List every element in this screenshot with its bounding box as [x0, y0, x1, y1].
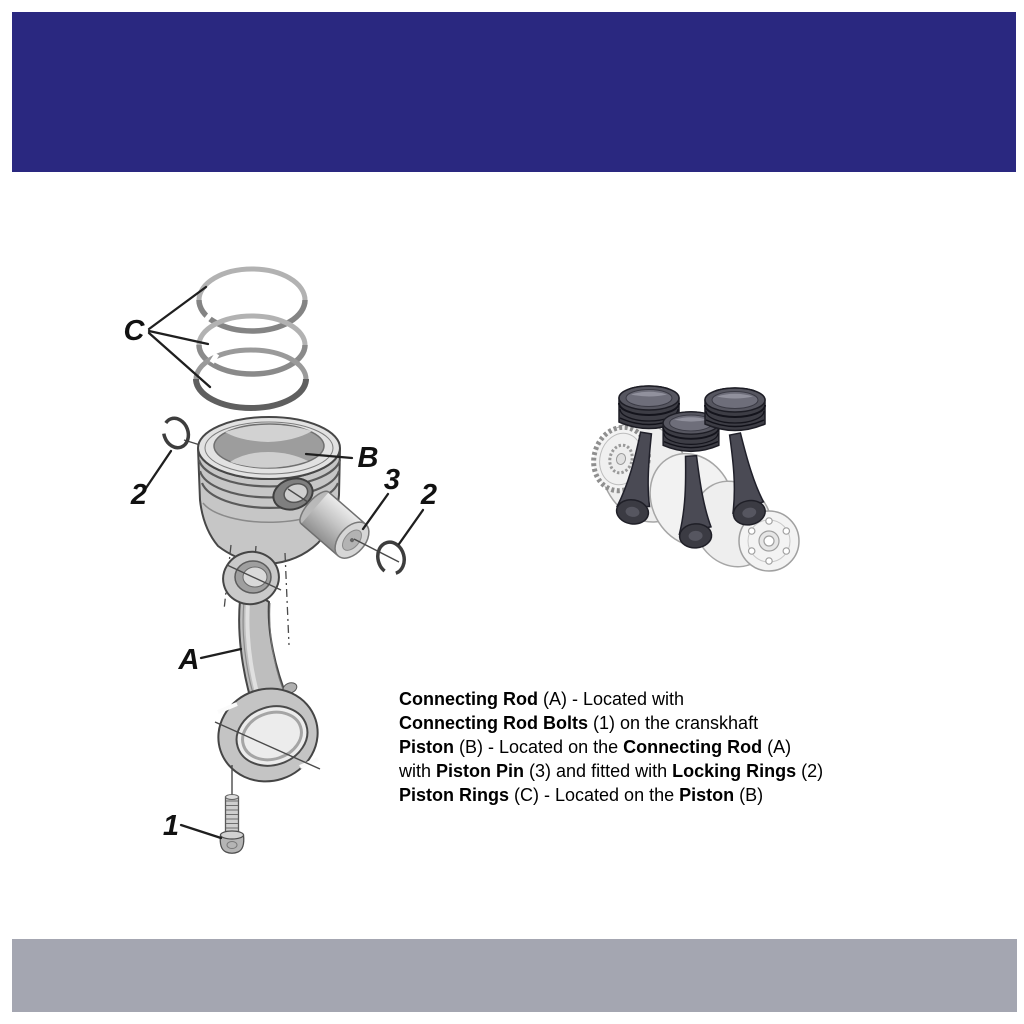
rod-bolt-figure: [220, 795, 244, 854]
label-connecting-rod: [178, 644, 241, 676]
crankshaft-assembly-figure: [584, 386, 799, 581]
piston-rings-figure: [196, 269, 306, 408]
connecting-rod-figure: [206, 546, 330, 797]
label-piston-pin-text: 3: [383, 464, 401, 496]
desc-text: (1) on the cranskhaft: [587, 713, 759, 733]
desc-text: Piston Rings: [399, 785, 510, 805]
desc-text: Connecting Rod Bolts: [399, 713, 588, 733]
desc-text: (2): [796, 761, 824, 781]
desc-text: (C) - Located on the: [509, 785, 680, 805]
desc-text: Locking Rings: [672, 761, 797, 781]
desc-text: (3) and fitted with: [524, 761, 673, 781]
label-locking-ring-left-text: 2: [130, 479, 148, 511]
description-line-1: [399, 687, 999, 711]
desc-text: (A): [762, 737, 792, 757]
piston-figure: [198, 417, 340, 564]
label-locking-ring-right: [399, 479, 437, 544]
label-piston-rings-text: C: [123, 315, 145, 347]
desc-text: Connecting Rod: [399, 689, 538, 709]
desc-text: Piston: [399, 737, 455, 757]
crank-piston-3: [705, 388, 765, 431]
label-piston-text: B: [357, 442, 379, 474]
label-locking-ring-right-text: 2: [420, 479, 438, 511]
label-connecting-rod-text: A: [178, 644, 200, 676]
description-block: [399, 687, 999, 807]
desc-text: Piston Pin: [436, 761, 525, 781]
desc-text: (B): [734, 785, 764, 805]
desc-text: (A) - Located with: [537, 689, 685, 709]
description-line-4: [399, 759, 999, 783]
label-locking-ring-left: [130, 451, 171, 511]
label-rod-bolt: [163, 810, 221, 842]
description-line-5: [399, 783, 999, 807]
desc-text: Piston: [679, 785, 735, 805]
description-line-2: [399, 711, 999, 735]
description-line-3: [399, 735, 999, 759]
desc-text: with: [399, 761, 437, 781]
desc-text: Connecting Rod: [623, 737, 763, 757]
label-rod-bolt-text: 1: [162, 810, 180, 842]
desc-text: (B) - Located on the: [454, 737, 624, 757]
locking-ring-left-figure: [160, 415, 193, 451]
